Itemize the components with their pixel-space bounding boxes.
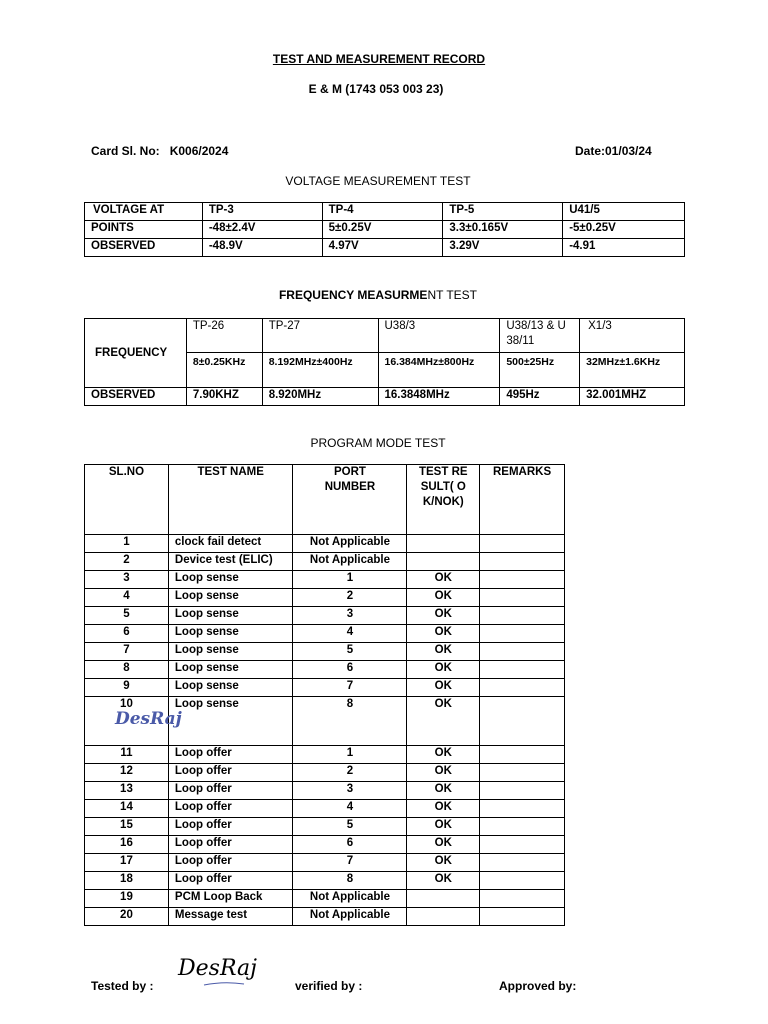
sl-no-cell: 6 <box>85 625 169 643</box>
table-cell: TP-4 <box>322 203 443 221</box>
sl-no-cell: 20 <box>85 908 169 926</box>
port-number-cell: 5 <box>293 818 407 836</box>
port-number-cell: 6 <box>293 661 407 679</box>
sl-no-cell: 2 <box>85 553 169 571</box>
test-name-cell: Loop sense <box>168 697 293 746</box>
voltage-table <box>84 202 685 257</box>
table-cell: -48±2.4V <box>202 221 322 239</box>
remarks-cell <box>480 571 565 589</box>
test-result-cell: OK <box>407 679 480 697</box>
card-serial-value: K006/2024 <box>169 144 229 158</box>
port-number-cell: 7 <box>293 854 407 872</box>
remarks-cell <box>480 782 565 800</box>
test-result-cell: OK <box>407 571 480 589</box>
tested-by-label: Tested by : <box>91 979 154 993</box>
table-cell: 3.3±0.165V <box>443 221 563 239</box>
voltage-heading: VOLTAGE MEASUREMENT TEST <box>285 174 471 188</box>
sl-no-cell: 18 <box>85 872 169 890</box>
header-cell: PORT NUMBER <box>293 465 407 535</box>
remarks-cell <box>480 818 565 836</box>
sl-no-cell: 7 <box>85 643 169 661</box>
table-cell: TP-5 <box>443 203 563 221</box>
sl-no-cell: 8 <box>85 661 169 679</box>
table-row <box>85 782 565 800</box>
sl-no-cell: 4 <box>85 589 169 607</box>
remarks-cell <box>480 661 565 679</box>
table-cell: 8.192MHz±400Hz <box>262 353 378 388</box>
test-name-cell: Loop offer <box>168 746 293 764</box>
sl-no-cell: 17 <box>85 854 169 872</box>
port-number-cell: 4 <box>293 800 407 818</box>
table-cell: U41/5 <box>563 203 685 221</box>
table-cell: 16.384MHz±800Hz <box>378 353 500 388</box>
table-row <box>85 908 565 926</box>
sl-no-cell: 12 <box>85 764 169 782</box>
sl-no-cell: 16 <box>85 836 169 854</box>
table-row <box>85 818 565 836</box>
sl-no-cell: 11 <box>85 746 169 764</box>
sl-no-cell: 19 <box>85 890 169 908</box>
port-number-cell: 3 <box>293 607 407 625</box>
table-cell: VOLTAGE AT <box>85 203 203 221</box>
port-number-cell: Not Applicable <box>293 890 407 908</box>
table-cell: 8.920MHz <box>262 388 378 406</box>
table-row <box>85 571 565 589</box>
table-cell: -5±0.25V <box>563 221 685 239</box>
test-result-cell: OK <box>407 836 480 854</box>
table-row <box>85 589 565 607</box>
program-table <box>84 464 565 926</box>
table-row <box>85 661 565 679</box>
sl-no-cell: 3 <box>85 571 169 589</box>
remarks-cell <box>480 872 565 890</box>
frequency-heading <box>0 288 756 302</box>
table-cell: FREQUENCY <box>85 319 187 388</box>
frequency-table <box>84 318 685 406</box>
table-row <box>85 800 565 818</box>
header-cell: TEST RESULT( OK/NOK) <box>407 465 480 535</box>
verified-by-label: verified by : <box>295 979 363 993</box>
signature-stroke <box>204 983 244 985</box>
port-number-cell: 8 <box>293 872 407 890</box>
table-cell: OBSERVED <box>85 388 187 406</box>
test-result-cell: OK <box>407 625 480 643</box>
table-cell: POINTS <box>85 221 203 239</box>
port-number-cell: 1 <box>293 746 407 764</box>
test-result-cell: OK <box>407 643 480 661</box>
table-cell: X1/3 <box>580 319 685 353</box>
table-row <box>85 643 565 661</box>
test-result-cell: OK <box>407 697 480 746</box>
test-name-cell: Device test (ELIC) <box>168 553 293 571</box>
table-cell: OBSERVED <box>85 239 203 257</box>
table-cell: TP-3 <box>202 203 322 221</box>
test-name-cell: Loop sense <box>168 607 293 625</box>
port-number-cell: Not Applicable <box>293 553 407 571</box>
port-number-cell: 5 <box>293 643 407 661</box>
header-cell: REMARKS <box>480 465 565 535</box>
test-result-cell: OK <box>407 854 480 872</box>
table-cell: -4.91 <box>563 239 685 257</box>
table-cell: 7.90KHZ <box>186 388 262 406</box>
header-cell: TEST NAME <box>168 465 293 535</box>
program-heading: PROGRAM MODE TEST <box>310 436 446 450</box>
signature-text: DesRaj <box>178 956 257 981</box>
table-cell: 5±0.25V <box>322 221 443 239</box>
sl-no-cell: 15 <box>85 818 169 836</box>
test-name-cell: clock fail detect <box>168 535 293 553</box>
port-number-cell: 4 <box>293 625 407 643</box>
port-number-cell: 2 <box>293 764 407 782</box>
table-cell: 16.3848MHz <box>378 388 500 406</box>
table-row <box>85 535 565 553</box>
test-result-cell: OK <box>407 607 480 625</box>
remarks-cell <box>480 854 565 872</box>
test-result-cell <box>407 890 480 908</box>
test-name-cell: Loop sense <box>168 661 293 679</box>
table-cell: 8±0.25KHz <box>186 353 262 388</box>
port-number-cell: 6 <box>293 836 407 854</box>
test-name-cell: Loop offer <box>168 800 293 818</box>
remarks-cell <box>480 607 565 625</box>
port-number-cell: 8 <box>293 697 407 746</box>
remarks-cell <box>480 746 565 764</box>
remarks-cell <box>480 908 565 926</box>
header-cell: SL.NO <box>85 465 169 535</box>
sl-no-cell <box>85 697 182 746</box>
port-number-cell: 7 <box>293 679 407 697</box>
table-cell: 4.97V <box>322 239 443 257</box>
port-number-cell: 1 <box>293 571 407 589</box>
table-row <box>85 319 685 353</box>
sl-no-value: 10 <box>120 698 133 710</box>
remarks-cell <box>480 890 565 908</box>
table-cell: 32.001MHZ <box>580 388 685 406</box>
sl-no-cell: 13 <box>85 782 169 800</box>
port-number-cell: 3 <box>293 782 407 800</box>
test-result-cell: OK <box>407 661 480 679</box>
remarks-cell <box>480 764 565 782</box>
port-number-cell: Not Applicable <box>293 535 407 553</box>
sl-no-cell: 5 <box>85 607 169 625</box>
test-result-cell: OK <box>407 818 480 836</box>
test-name-cell: PCM Loop Back <box>168 890 293 908</box>
test-result-cell: OK <box>407 872 480 890</box>
table-cell: -48.9V <box>202 239 322 257</box>
test-name-cell: Loop sense <box>168 571 293 589</box>
test-name-cell: Loop offer <box>168 782 293 800</box>
test-result-cell: OK <box>407 589 480 607</box>
test-name-cell: Loop offer <box>168 818 293 836</box>
port-number-cell: Not Applicable <box>293 908 407 926</box>
card-serial <box>91 144 228 158</box>
table-row <box>85 872 565 890</box>
table-cell: U38/3 <box>378 319 500 353</box>
table-row <box>85 221 685 239</box>
test-name-cell: Loop sense <box>168 679 293 697</box>
table-row <box>85 239 685 257</box>
test-name-cell: Loop offer <box>168 872 293 890</box>
table-row <box>85 388 685 406</box>
test-name-cell: Loop offer <box>168 836 293 854</box>
table-row <box>85 203 685 221</box>
record-date: Date:01/03/24 <box>575 144 652 158</box>
test-name-cell: Loop sense <box>168 589 293 607</box>
document-subtitle: E & M (1743 053 003 23) <box>308 82 444 96</box>
table-row <box>85 890 565 908</box>
table-row <box>85 697 565 746</box>
test-result-cell: OK <box>407 764 480 782</box>
test-name-cell: Loop sense <box>168 625 293 643</box>
test-result-cell: OK <box>407 782 480 800</box>
test-name-cell: Loop offer <box>168 764 293 782</box>
card-serial-label: Card Sl. No: <box>91 144 160 158</box>
signature-partial: DesRaj <box>115 709 182 729</box>
sl-no-cell: 1 <box>85 535 169 553</box>
frequency-heading-rest: NT TEST <box>427 288 478 302</box>
test-name-cell: Loop sense <box>168 643 293 661</box>
table-cell: 495Hz <box>500 388 580 406</box>
test-result-cell <box>407 908 480 926</box>
table-header-row <box>85 465 565 535</box>
test-result-cell <box>407 535 480 553</box>
approved-by-label: Approved by: <box>499 979 577 993</box>
port-number-cell: 2 <box>293 589 407 607</box>
test-result-cell: OK <box>407 746 480 764</box>
tester-signature <box>174 943 260 993</box>
table-cell: U38/13 & U 38/11 <box>500 319 580 353</box>
table-row <box>85 764 565 782</box>
table-row <box>85 854 565 872</box>
remarks-cell <box>480 625 565 643</box>
remarks-cell <box>480 535 565 553</box>
frequency-heading-bold: FREQUENCY MEASURME <box>278 288 428 302</box>
table-cell: 3.29V <box>443 239 563 257</box>
test-result-cell <box>407 553 480 571</box>
test-result-cell: OK <box>407 800 480 818</box>
table-row <box>85 607 565 625</box>
table-cell: 500±25Hz <box>500 353 580 388</box>
table-row <box>85 553 565 571</box>
sl-no-cell: 9 <box>85 679 169 697</box>
test-name-cell: Message test <box>168 908 293 926</box>
remarks-cell <box>480 697 565 746</box>
remarks-cell <box>480 553 565 571</box>
document-title: TEST AND MEASUREMENT RECORD <box>272 52 486 66</box>
test-name-cell: Loop offer <box>168 854 293 872</box>
table-cell: 32MHz±1.6KHz <box>580 353 685 388</box>
table-row <box>85 625 565 643</box>
table-row <box>85 679 565 697</box>
remarks-cell <box>480 643 565 661</box>
table-row <box>85 836 565 854</box>
table-cell: TP-27 <box>262 319 378 353</box>
remarks-cell <box>480 679 565 697</box>
remarks-cell <box>480 589 565 607</box>
table-cell: TP-26 <box>186 319 262 353</box>
sl-no-cell: 14 <box>85 800 169 818</box>
remarks-cell <box>480 836 565 854</box>
remarks-cell <box>480 800 565 818</box>
table-row <box>85 746 565 764</box>
